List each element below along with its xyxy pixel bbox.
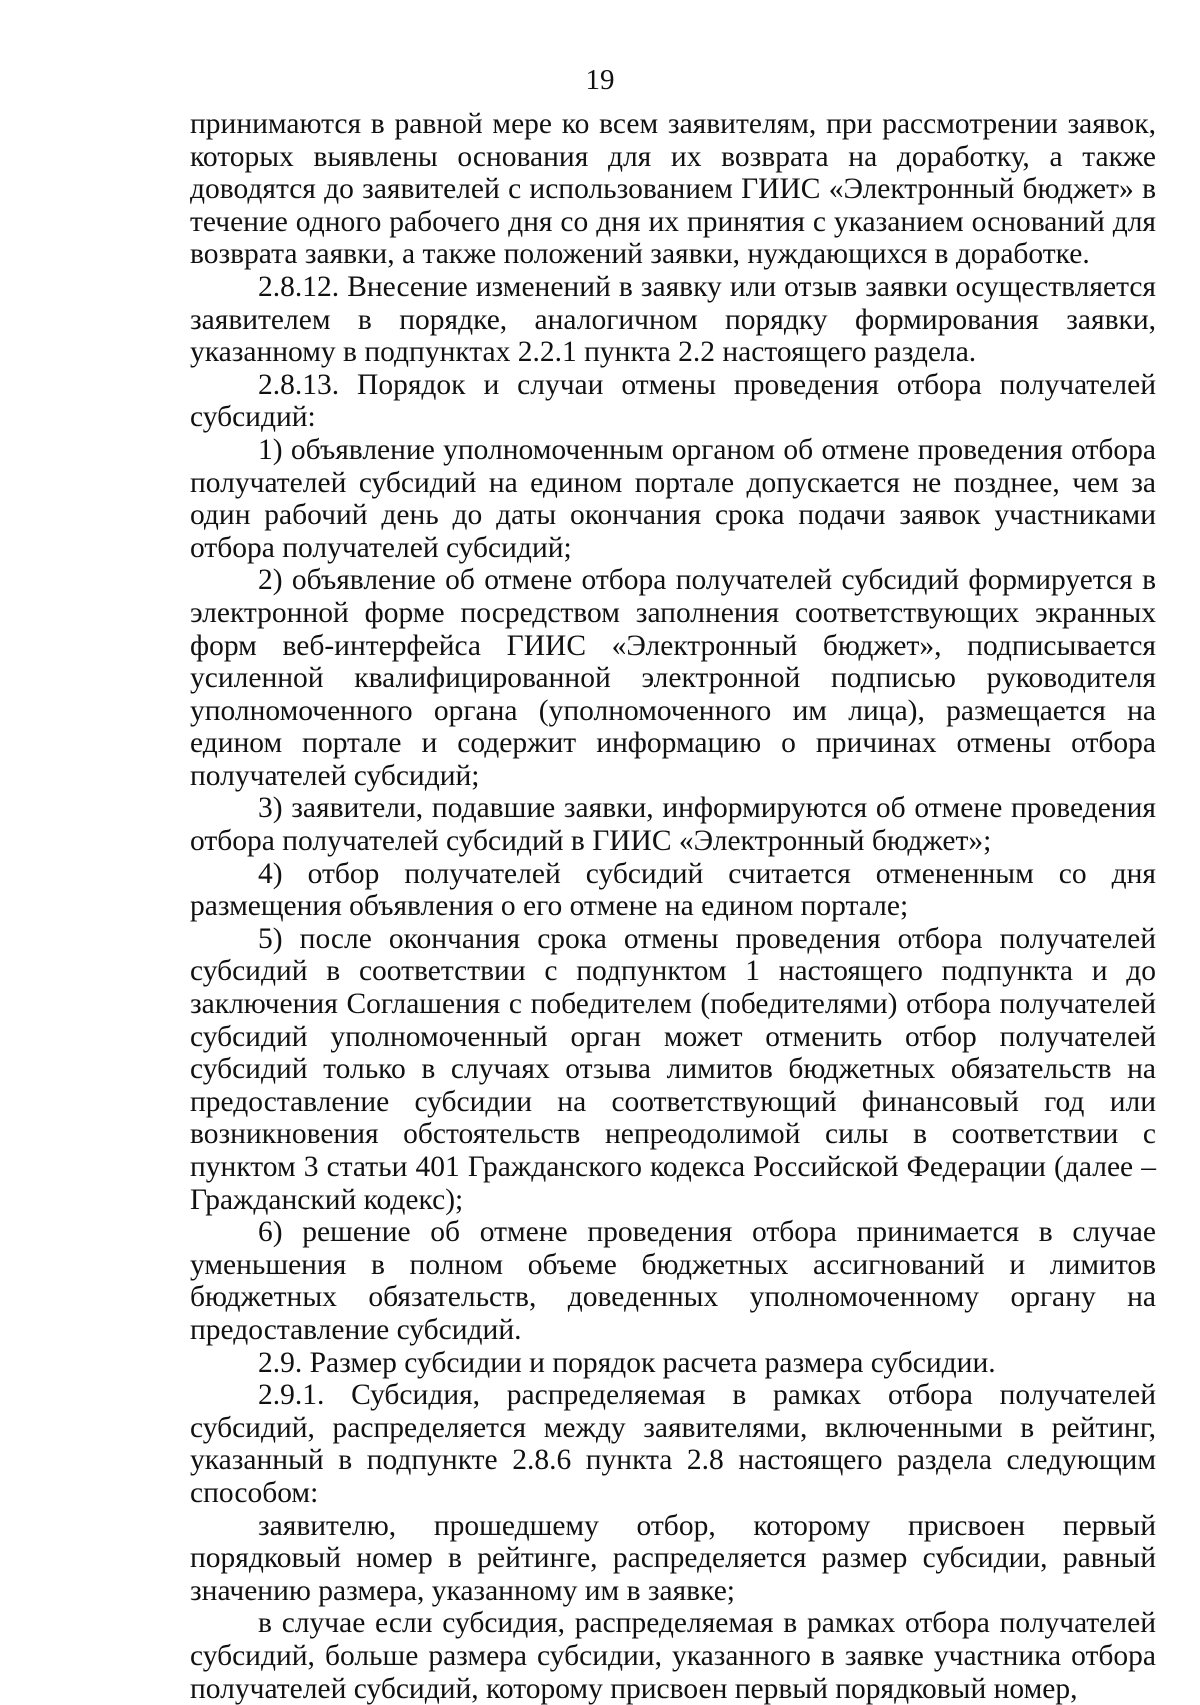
- paragraph: 2.9.1. Субсидия, распределяемая в рамках отбора получателей субсидий, распределяется между заявителями, включенными в рейтинг, указанный в подпункте 2.8.6 пункта 2.8 настоящего раздела следующим способом:: [190, 1379, 1156, 1509]
- paragraph: принимаются в равной мере ко всем заявителям, при рассмотрении заявок, которых выявлены основания для их возврата на доработку, а также доводятся до заявителей с использованием ГИИС «Электронный бюджет» в течение одного рабочего дня со дня их принятия с указанием оснований для возврата заявки, а также положений заявки, нуждающихся в доработке.: [190, 108, 1156, 271]
- paragraph: заявителю, прошедшему отбор, которому присвоен первый порядковый номер в рейтинге, распределяется размер субсидии, равный значению размера, указанному им в заявке;: [190, 1509, 1156, 1607]
- page-number: 19: [585, 64, 615, 96]
- paragraph: 4) отбор получателей субсидий считается отмененным со дня размещения объявления о его отмене на едином портале;: [190, 857, 1156, 923]
- paragraph: 5) после окончания срока отмены проведения отбора получателей субсидий в соответствии с подпунктом 1 настоящего подпункта и до заключения Соглашения с победителем (победителями) отбора получателей субсидий уполномоченный орган может отменить отбор получателей субсидий только в случаях отзыва лимитов бюджетных обязательств на предоставление субсидии на соответствующий финансовый год или возникновения обстоятельств непреодолимой силы в соответствии с пунктом 3 статьи 401 Гражданского кодекса Российской Федерации (далее – Гражданский кодекс);: [190, 922, 1156, 1216]
- paragraph: 2.9. Размер субсидии и порядок расчета размера субсидии.: [258, 1346, 996, 1379]
- paragraph: 1) объявление уполномоченным органом об отмене проведения отбора получателей субсидий на едином портале допускается не позднее, чем за один рабочий день до даты окончания срока подачи заявок участниками отбора получателей субсидий;: [190, 433, 1156, 564]
- paragraph: 2.8.13. Порядок и случаи отмены проведения отбора получателей субсидий:: [190, 368, 1156, 434]
- paragraph: 2) объявление об отмене отбора получателей субсидий формируется в электронной форме посредством заполнения соответствующих экранных форм веб-интерфейса ГИИС «Электронный бюджет», подписывается усиленной квалифицированной электронной подписью руководителя уполномоченного органа (уполномоченного им лица), размещается на едином портале и содержит информацию о причинах отмены отбора получателей субсидий;: [190, 564, 1156, 792]
- paragraph: 3) заявители, подавшие заявки, информируются об отмене проведения отбора получателей субсидий в ГИИС «Электронный бюджет»;: [190, 792, 1156, 858]
- paragraph: 2.8.12. Внесение изменений в заявку или отзыв заявки осуществляется заявителем в порядке, аналогичном порядку формирования заявки, указанному в подпунктах 2.2.1 пункта 2.2 настоящего раздела.: [190, 270, 1156, 369]
- paragraph: 6) решение об отмене проведения отбора принимается в случае уменьшения в полном объеме бюджетных ассигнований и лимитов бюджетных обязательств, доведенных уполномоченному органу на предоставление субсидий.: [190, 1216, 1156, 1346]
- paragraph: в случае если субсидия, распределяемая в рамках отбора получателей субсидий, больше размера субсидии, указанного в заявке участника отбора получателей субсидий, которому присвоен первый порядковый номер,: [190, 1607, 1156, 1705]
- document-body: [190, 108, 1156, 1705]
